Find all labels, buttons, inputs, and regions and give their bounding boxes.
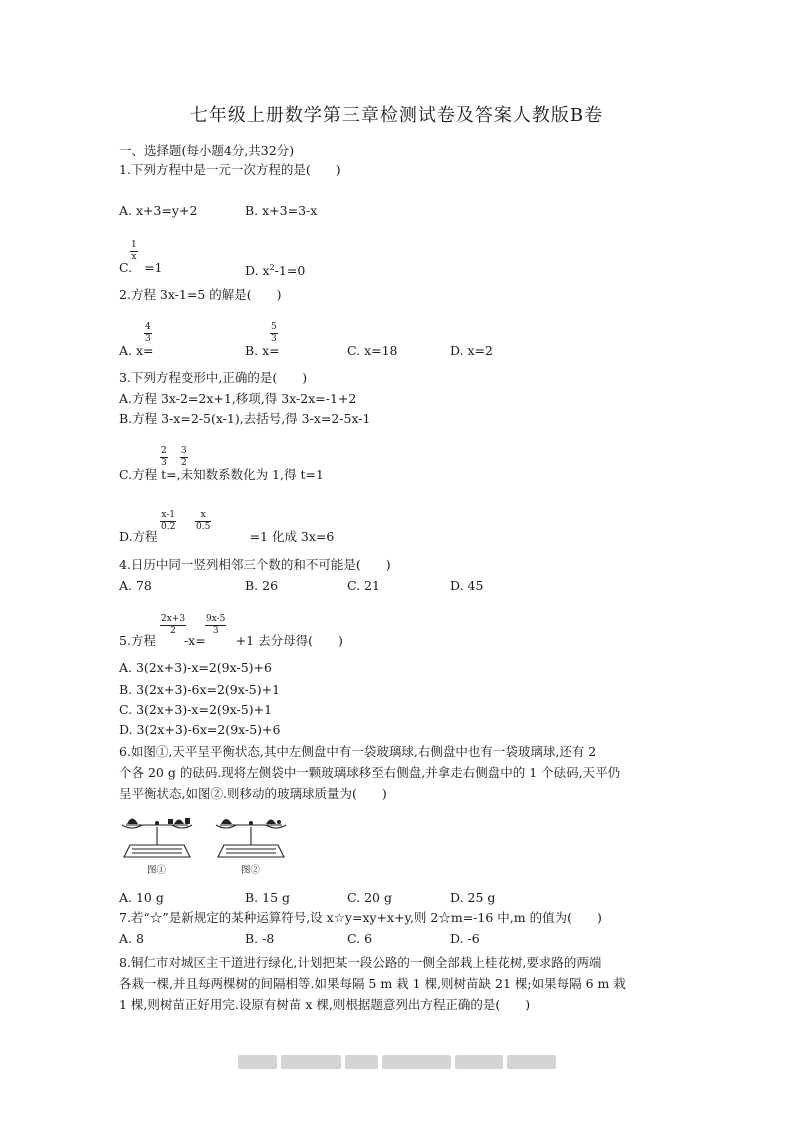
blur-block xyxy=(345,1055,379,1069)
q3-option-a: A.方程 3x-2=2x+1,移项,得 3x-2x=-1+2 xyxy=(119,391,357,406)
option-tail: ,未知数系数化为 1,得 t=1 xyxy=(176,467,324,482)
option-mid: t= xyxy=(161,467,177,482)
q4-stem: 4.日历中同一竖列相邻三个数的和不可能是( ) xyxy=(119,557,391,572)
q6-option-d: D. 25 g xyxy=(450,890,496,905)
q6-line-2: 个各 20 g 的砝码.现将左侧袋中一颗玻璃球移至右侧盘,并拿走右侧盘中的 1 个砝码,天平仍 xyxy=(119,765,621,780)
fraction-numerator: 1 xyxy=(131,240,137,250)
q7-option-c: C. 6 xyxy=(347,931,373,946)
fraction-numerator: 2 xyxy=(161,446,167,456)
q7-option-d: D. -6 xyxy=(450,931,480,946)
fraction-numerator: x xyxy=(195,510,211,522)
fraction-denominator: 0.5 xyxy=(196,522,211,532)
fraction-denominator: 3 xyxy=(212,626,219,636)
q3-option-d xyxy=(119,529,334,545)
q3-c-fraction-1 xyxy=(160,446,168,469)
fraction-denominator: x xyxy=(131,252,137,262)
fraction-denominator: 2 xyxy=(170,626,176,636)
option-tail: =1 xyxy=(144,260,163,275)
stem-suffix: +1 去分母得( ) xyxy=(235,633,343,648)
q2-stem: 2.方程 3x-1=5 的解是( ) xyxy=(119,287,282,302)
section-heading: 一、选择题(每小题4分,共32分) xyxy=(119,143,295,158)
option-label: C.方程 xyxy=(119,467,158,482)
q6-line-1: 6.如图①,天平呈平衡状态,其中左侧盘中有一袋玻璃球,右侧盘中也有一袋玻璃球,还有 2 xyxy=(119,744,597,759)
superscript: 2 xyxy=(269,263,275,272)
balance-figure-2 xyxy=(212,809,290,864)
q4-option-a: A. 78 xyxy=(119,578,152,593)
q7-option-a: A. 8 xyxy=(119,931,144,946)
q2-option-a-fraction xyxy=(144,322,152,345)
fraction-numerator: 2x+3 xyxy=(161,614,186,624)
option-label: D.方程 xyxy=(119,529,158,544)
q6-option-c: C. 20 g xyxy=(347,890,392,905)
fraction-numerator: 5 xyxy=(271,322,277,332)
q7-stem: 7.若“☆”是新规定的某种运算符号,设 x☆y=xy+x+y,则 2☆m=-16 中,m 的值为( ) xyxy=(119,910,602,925)
q3-option-c xyxy=(119,467,324,483)
stem-prefix: 5.方程 xyxy=(119,633,156,648)
q5-option-b: B. 3(2x+3)-6x=2(9x-5)+1 xyxy=(119,682,281,697)
q4-option-b: B. 26 xyxy=(245,578,279,593)
q8-line-2: 各栽一棵,并且每两棵树的间隔相等.如果每隔 5 m 栽 1 棵,则树苗缺 21 棵;如果每隔 6 m 栽 xyxy=(119,976,626,991)
fraction-numerator: 3 xyxy=(181,446,187,456)
q2-option-b-fraction xyxy=(270,322,278,345)
option-label: D. x xyxy=(245,263,270,279)
q5-option-a: A. 3(2x+3)-x=2(9x-5)+6 xyxy=(119,660,272,675)
blurred-footer-watermark xyxy=(238,1055,556,1069)
q3-stem: 3.下列方程变形中,正确的是( ) xyxy=(119,370,308,385)
blur-block xyxy=(507,1055,556,1069)
page-title: 七年级上册数学第三章检测试卷及答案人教版B卷 xyxy=(189,105,604,126)
stem-mid: -x= xyxy=(183,633,206,648)
q2-option-c: C. x=18 xyxy=(347,343,398,358)
q8-line-3: 1 棵,则树苗正好用完.设原有树苗 x 棵,则根据题意列出方程正确的是( ) xyxy=(119,997,531,1012)
option-tail: =1 化成 3x=6 xyxy=(249,529,335,544)
option-label: C. xyxy=(119,260,137,275)
balance-figure-1 xyxy=(118,809,196,864)
q2-option-d: D. x=2 xyxy=(450,343,493,358)
blur-block xyxy=(382,1055,451,1069)
q4-option-c: C. 21 xyxy=(347,578,380,593)
fraction-numerator: 4 xyxy=(145,322,151,332)
q5-option-d: D. 3(2x+3)-6x=2(9x-5)+6 xyxy=(119,722,281,737)
q7-option-b: B. -8 xyxy=(245,931,275,946)
q8-line-1: 8.铜仁市对城区主干道进行绿化,计划把某一段公路的一侧全部栽上桂花树,要求路的两端 xyxy=(119,955,602,970)
q6-figure-1-label: 图① xyxy=(147,865,167,876)
fraction-numerator: 9x-5 xyxy=(206,614,226,624)
option-tail: -1=0 xyxy=(274,263,306,279)
q1-option-c xyxy=(119,260,163,276)
q1-option-b: B. x+3=3-x xyxy=(245,203,318,218)
q5-stem xyxy=(119,633,343,649)
q1-option-a: A. x+3=y+2 xyxy=(119,203,198,218)
q2-option-a: A. x= xyxy=(119,343,154,358)
fraction-denominator: 3 xyxy=(161,458,167,468)
blur-block xyxy=(238,1055,277,1069)
blur-block xyxy=(281,1055,340,1069)
q3-option-b: B.方程 3-x=2-5(x-1),去括号,得 3-x=2-5x-1 xyxy=(119,411,371,426)
q5-option-c: C. 3(2x+3)-x=2(9x-5)+1 xyxy=(119,702,273,717)
q2-option-b: B. x= xyxy=(245,343,280,358)
q6-figure-2-label: 图② xyxy=(241,865,261,876)
q6-option-b: B. 15 g xyxy=(245,890,291,905)
q3-c-fraction-2 xyxy=(180,446,188,469)
q1-stem: 1.下列方程中是一元一次方程的是( ) xyxy=(119,162,341,177)
q6-line-3: 呈平衡状态,如图②.则移动的玻璃球质量为( ) xyxy=(119,786,387,801)
q4-option-d: D. 45 xyxy=(450,578,484,593)
q6-option-a: A. 10 g xyxy=(119,890,164,905)
fraction-denominator: 2 xyxy=(181,458,187,468)
fraction-denominator: 3 xyxy=(145,334,151,344)
fraction-denominator: 3 xyxy=(271,334,277,344)
blur-block xyxy=(455,1055,502,1069)
q1-option-d xyxy=(245,260,305,279)
fraction-denominator: 0.2 xyxy=(161,522,176,532)
fraction-numerator: x-1 xyxy=(161,510,175,520)
